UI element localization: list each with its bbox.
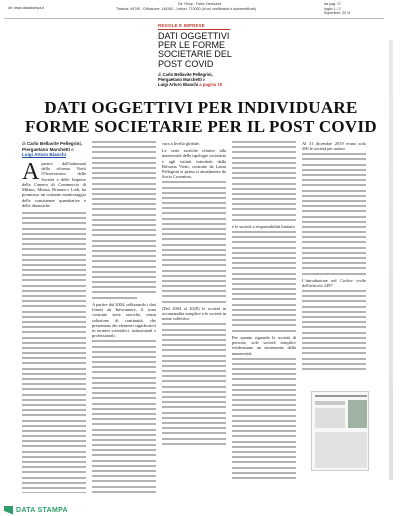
article-author-2: Piergaetano Marchetti <box>22 146 70 152</box>
article-column-2 <box>92 141 156 493</box>
header-divider <box>4 18 384 19</box>
article-author-3: Luigi Arturo Bianchi <box>22 152 66 158</box>
article-bylines <box>22 141 86 158</box>
article-dropcap: A <box>22 158 40 185</box>
header-page-info: da pag. 17 <box>324 2 341 6</box>
header-surface: Superficie: 23 % <box>324 11 351 15</box>
article-column-3 <box>162 141 226 493</box>
column-1-text-lines <box>22 212 86 493</box>
teaser-bylines <box>158 72 270 88</box>
teaser-joiner: e <box>202 77 206 83</box>
header-site: dir: www.datastampa.it <box>8 6 45 10</box>
thumbnail-photo <box>348 400 367 428</box>
article-byline-prefix: di <box>22 141 26 146</box>
teaser-author-2: Piergaetano Marchetti <box>158 77 202 83</box>
column-5-text-lines-1 <box>302 153 366 274</box>
side-vertical-notice <box>389 40 393 480</box>
column-4-text-lines-3 <box>232 358 296 479</box>
header-circulation: Tiratura: 94790 - Diffusione: 146340 - Lettori: 713000 (di cui certificatori e autocertificati) <box>116 7 256 11</box>
article-lead <box>22 158 86 208</box>
thumbnail-masthead <box>315 395 367 397</box>
teaser-byline-prefix: di <box>158 71 162 77</box>
column-3-paragraph-1: Le serie storiche relative alla numerosità delle tipologie societarie e agli istituti introdotti dalla Riforma Vietti, costruite da Laura Pellegrini si pensa si attualmente da Socio Cosentino, <box>162 148 226 180</box>
teaser-page-ref: a pagina 15 <box>199 82 223 88</box>
teaser-author-1: Carlo Bellavite Pellegrini, <box>162 71 213 77</box>
teaser-kicker-rule <box>158 29 230 30</box>
column-3-opening: cura a livello globale. <box>162 141 201 146</box>
article-headline: DATI OGGETTIVI PER INDIVIDUARE FORME SOCIETARIE PER IL POST COVID <box>25 98 377 136</box>
header-sheet-info: foglio 1 / 2 <box>324 6 341 11</box>
column-4-paragraph-2: Per quanto riguarda le società di persone, sole società semplice evidenziano un incremento della numerosità <box>232 334 296 356</box>
column-3-text-lines-1 <box>162 181 226 302</box>
column-3-paragraph-2: (Dal 2004 al 2020) le società in accomandita semplice e le società in nome collettivo <box>162 305 226 322</box>
column-5-text-lines-2 <box>302 290 366 370</box>
article-lead-text: partire dall'indomani della riforma Vietti l'Osservatorio delle Società e delle Imprese della Camera di Commercio di Milano, Monza, Brianza e Lodi, ha promosso un costante monitoraggio delle consistenze quantitative e delle dinamiche <box>22 160 86 208</box>
front-page-teaser <box>158 23 270 96</box>
teaser-author-3: Luigi Arturo Bianchi <box>158 82 199 88</box>
article-author-1: Carlo Bellavite Pellegrini, <box>26 141 83 146</box>
data-stampa-logo <box>4 504 68 516</box>
thumbnail-lower-text <box>315 432 367 468</box>
header-director: Dir. Resp.: Fabio Tamburini <box>178 2 222 6</box>
column-2-text-lines-bottom <box>92 340 156 493</box>
header-right-info <box>324 2 350 16</box>
thumbnail-text-block <box>315 408 345 428</box>
column-4-text-lines-1 <box>232 141 296 221</box>
article-column-1 <box>22 141 86 493</box>
teaser-kicker: REGOLE E IMPRESE <box>158 23 205 28</box>
column-2-paragraph: A partire dal 2004, utilizzando i dati forniti da Infocamere, il sono costruite serie storiche, senza soluzione di continuità, che presentano dei elementi significativi in termini scientifici, istituzionali e professionali. <box>92 301 156 339</box>
column-4-text-lines-2 <box>232 231 296 332</box>
column-3-text-lines-2 <box>162 323 226 444</box>
column-5-paragraph-1: Al 31 dicembre 2019 erano solo 200 le società per azioni <box>302 141 366 152</box>
column-4-paragraph-1: e le società a responsabilità limitata <box>232 224 295 229</box>
teaser-title: DATI OGGETTIVI PER LE FORME SOCIETARIE DEL POST COVID <box>158 31 232 69</box>
column-2-text-lines-top <box>92 141 156 299</box>
article-column-4 <box>232 141 296 493</box>
data-stampa-logo-icon <box>4 506 13 515</box>
page-thumbnail <box>311 391 369 471</box>
thumbnail-headline-block <box>315 401 345 405</box>
column-5-paragraph-2: L'introduzione nel Codice civile dell'articolo 2497 <box>302 277 366 289</box>
article-column-5 <box>302 141 366 389</box>
data-stampa-logo-text: DATA STAMPA <box>16 506 68 514</box>
article-joiner: e <box>71 146 74 152</box>
